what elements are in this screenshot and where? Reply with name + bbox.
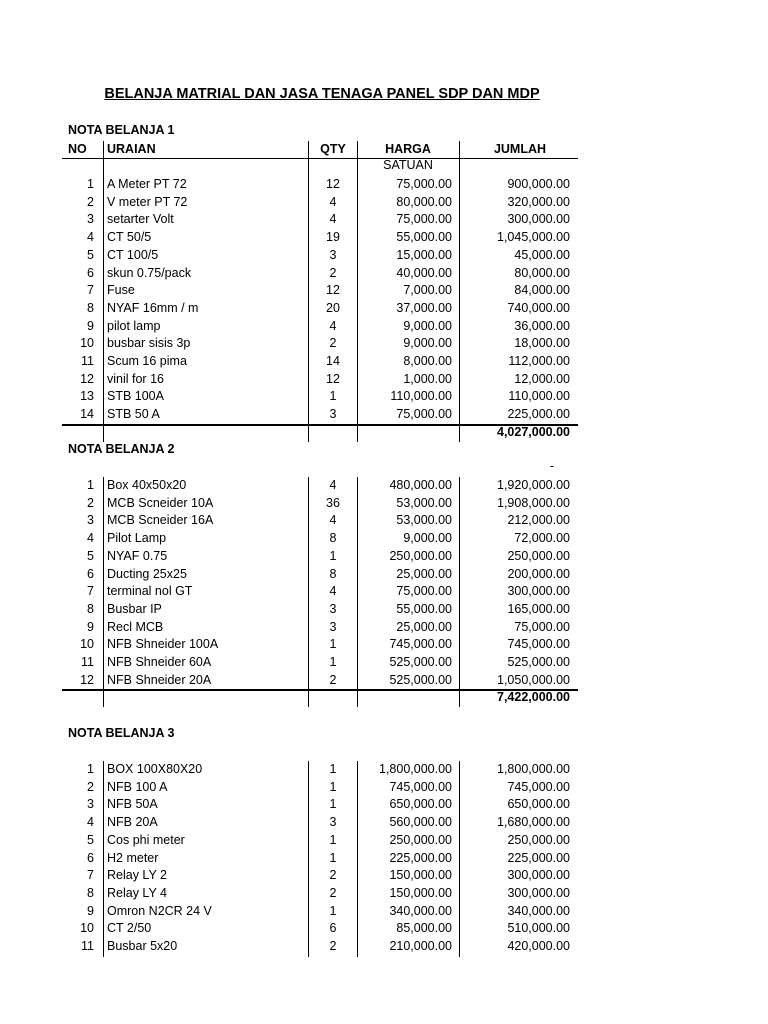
- item-no: 2: [87, 194, 94, 209]
- item-jumlah: 300,000.00: [507, 868, 570, 883]
- table-row: [0, 761, 768, 779]
- table-row: [0, 229, 768, 247]
- item-harga: 40,000.00: [396, 265, 452, 280]
- item-qty: 2: [329, 885, 337, 900]
- item-no: 3: [87, 212, 94, 227]
- item-uraian: Relay LY 2: [107, 868, 167, 883]
- item-qty: 12: [326, 371, 340, 386]
- item-no: 6: [87, 850, 94, 865]
- table-row: [0, 530, 768, 548]
- table-row: [0, 566, 768, 584]
- table-row: [0, 903, 768, 921]
- table-row: [0, 247, 768, 265]
- item-harga: 55,000.00: [396, 230, 452, 245]
- item-harga: 210,000.00: [389, 939, 452, 953]
- item-no: 11: [81, 939, 94, 953]
- item-jumlah: 225,000.00: [507, 850, 570, 865]
- item-qty: 14: [326, 354, 340, 368]
- item-jumlah: 1,920,000.00: [497, 478, 570, 492]
- item-uraian: MCB Scneider 16A: [107, 513, 214, 528]
- header-jumlah: JUMLAH: [493, 142, 547, 156]
- item-no: 1: [87, 177, 94, 191]
- item-harga: 75,000.00: [396, 177, 452, 191]
- item-uraian: vinil for 16: [107, 371, 164, 386]
- item-harga: 15,000.00: [396, 247, 452, 262]
- item-qty: 3: [329, 815, 337, 830]
- item-qty: 1: [329, 797, 337, 812]
- item-uraian: busbar sisis 3p: [107, 336, 191, 351]
- item-uraian: Scum 16 pima: [107, 354, 187, 368]
- header-satuan: SATUAN: [383, 158, 433, 172]
- table-row: [0, 211, 768, 229]
- item-uraian: CT 50/5: [107, 230, 152, 245]
- item-no: 4: [87, 230, 94, 245]
- item-qty: 4: [329, 513, 337, 528]
- item-jumlah: 45,000.00: [514, 247, 570, 262]
- item-uraian: Busbar IP: [107, 601, 162, 616]
- item-qty: 8: [329, 566, 337, 581]
- item-qty: 8: [329, 531, 337, 546]
- item-uraian: CT 2/50: [107, 921, 152, 936]
- table-row: [0, 601, 768, 619]
- table-row: [0, 636, 768, 654]
- item-jumlah: 650,000.00: [507, 797, 570, 812]
- item-qty: 2: [329, 336, 337, 351]
- header-underline: [62, 158, 578, 159]
- item-no: 2: [87, 779, 94, 794]
- item-harga: 650,000.00: [389, 797, 452, 812]
- table-row: [0, 796, 768, 814]
- item-jumlah: 72,000.00: [514, 531, 570, 546]
- item-jumlah: 420,000.00: [507, 939, 570, 953]
- table-row: [0, 619, 768, 637]
- item-jumlah: 84,000.00: [514, 283, 570, 298]
- table-row: [0, 654, 768, 672]
- item-uraian: NFB 100 A: [107, 779, 168, 794]
- item-no: 8: [87, 601, 94, 616]
- item-qty: 1: [329, 548, 337, 563]
- item-harga: 110,000.00: [390, 389, 452, 404]
- item-harga: 55,000.00: [396, 601, 452, 616]
- item-harga: 37,000.00: [396, 300, 452, 315]
- item-qty: 2: [329, 672, 337, 687]
- item-jumlah: 300,000.00: [507, 212, 570, 227]
- item-harga: 25,000.00: [396, 566, 452, 581]
- item-uraian: A Meter PT 72: [107, 177, 187, 191]
- document-title: BELANJA MATRIAL DAN JASA TENAGA PANEL SDP DAN MDP: [104, 86, 540, 102]
- item-no: 8: [87, 885, 94, 900]
- item-no: 7: [87, 283, 94, 298]
- item-uraian: STB 50 A: [107, 407, 160, 422]
- item-no: 13: [80, 389, 94, 404]
- item-no: 3: [87, 513, 94, 528]
- table-row: [0, 938, 768, 956]
- table-row: [0, 318, 768, 336]
- nota-2-dash: -: [549, 459, 554, 473]
- table-row: [0, 477, 768, 495]
- item-uraian: NYAF 16mm / m: [107, 300, 199, 315]
- item-uraian: NYAF 0.75: [107, 548, 168, 563]
- item-harga: 150,000.00: [389, 868, 452, 883]
- item-jumlah: 1,800,000.00: [497, 762, 570, 776]
- item-qty: 4: [329, 212, 337, 227]
- item-uraian: Recl MCB: [107, 619, 164, 634]
- item-no: 1: [87, 762, 94, 776]
- table-row: [0, 388, 768, 406]
- item-jumlah: 165,000.00: [507, 601, 570, 616]
- table-row: [0, 371, 768, 389]
- item-jumlah: 200,000.00: [507, 566, 570, 581]
- item-harga: 53,000.00: [396, 513, 452, 528]
- table-row: [0, 850, 768, 868]
- item-jumlah: 12,000.00: [514, 371, 570, 386]
- item-harga: 7,000.00: [403, 283, 452, 298]
- table-row: [0, 672, 768, 690]
- item-jumlah: 740,000.00: [507, 300, 570, 315]
- table-row: [0, 335, 768, 353]
- item-jumlah: 1,908,000.00: [497, 495, 570, 510]
- item-jumlah: 80,000.00: [514, 265, 570, 280]
- item-jumlah: 250,000.00: [507, 548, 570, 563]
- item-qty: 36: [326, 495, 340, 510]
- item-harga: 560,000.00: [389, 815, 452, 830]
- item-no: 12: [80, 371, 94, 386]
- item-harga: 9,000.00: [403, 531, 452, 546]
- table-row: [0, 779, 768, 797]
- item-harga: 1,000.00: [403, 371, 452, 386]
- table-header: [0, 141, 768, 159]
- table-row: [0, 495, 768, 513]
- item-qty: 1: [329, 832, 337, 847]
- item-harga: 8,000.00: [403, 354, 452, 368]
- item-qty: 3: [329, 247, 337, 262]
- header-uraian: URAIAN: [107, 142, 156, 156]
- item-qty: 6: [329, 921, 337, 936]
- table-row: [0, 406, 768, 424]
- item-no: 11: [81, 354, 94, 368]
- item-qty: 1: [329, 762, 337, 776]
- item-no: 5: [87, 832, 94, 847]
- table-row: [0, 920, 768, 938]
- header-no: NO: [68, 142, 87, 156]
- table-row: [0, 832, 768, 850]
- item-no: 4: [87, 531, 94, 546]
- table-row: [0, 176, 768, 194]
- item-uraian: NFB Shneider 100A: [107, 637, 219, 652]
- item-qty: 12: [326, 177, 340, 191]
- item-no: 6: [87, 265, 94, 280]
- item-harga: 225,000.00: [389, 850, 452, 865]
- item-no: 11: [81, 655, 94, 669]
- table-row: [0, 583, 768, 601]
- item-uraian: Pilot Lamp: [107, 531, 167, 546]
- item-no: 10: [80, 921, 94, 936]
- item-harga: 525,000.00: [389, 672, 452, 687]
- item-jumlah: 110,000.00: [508, 389, 570, 404]
- item-qty: 3: [329, 407, 337, 422]
- item-harga: 250,000.00: [389, 832, 452, 847]
- item-jumlah: 510,000.00: [507, 921, 570, 936]
- item-uraian: Fuse: [107, 283, 135, 298]
- item-uraian: H2 meter: [107, 850, 159, 865]
- item-uraian: terminal nol GT: [107, 584, 193, 599]
- table-row: [0, 194, 768, 212]
- item-harga: 9,000.00: [403, 318, 452, 333]
- table-row: [0, 512, 768, 530]
- item-no: 4: [87, 815, 94, 830]
- item-uraian: Relay LY 4: [107, 885, 167, 900]
- item-qty: 4: [329, 478, 337, 492]
- item-no: 5: [87, 548, 94, 563]
- item-uraian: Busbar 5x20: [107, 939, 178, 953]
- item-jumlah: 320,000.00: [507, 194, 570, 209]
- item-uraian: NFB Shneider 20A: [107, 672, 212, 687]
- table-row: [0, 867, 768, 885]
- item-qty: 2: [329, 939, 337, 953]
- item-uraian: CT 100/5: [107, 247, 159, 262]
- item-jumlah: 300,000.00: [507, 885, 570, 900]
- item-uraian: skun 0.75/pack: [107, 265, 192, 280]
- item-no: 10: [80, 637, 94, 652]
- item-qty: 1: [329, 655, 337, 669]
- item-jumlah: 212,000.00: [507, 513, 570, 528]
- table-row: [0, 282, 768, 300]
- item-no: 1: [87, 478, 94, 492]
- item-uraian: pilot lamp: [107, 318, 161, 333]
- item-jumlah: 525,000.00: [507, 655, 570, 669]
- item-uraian: V meter PT 72: [107, 194, 188, 209]
- item-jumlah: 900,000.00: [507, 177, 570, 191]
- item-no: 9: [87, 619, 94, 634]
- header-harga: HARGA: [385, 142, 431, 156]
- item-no: 9: [87, 318, 94, 333]
- table-row: [0, 548, 768, 566]
- item-uraian: NFB 20A: [107, 815, 158, 830]
- item-uraian: STB 100A: [107, 389, 164, 404]
- item-qty: 1: [329, 779, 337, 794]
- item-harga: 25,000.00: [396, 619, 452, 634]
- item-jumlah: 1,680,000.00: [497, 815, 570, 830]
- table-row: [0, 300, 768, 318]
- nota-3-title: NOTA BELANJA 3: [68, 726, 175, 740]
- nota-1-title: NOTA BELANJA 1: [68, 123, 175, 137]
- item-jumlah: 1,045,000.00: [497, 230, 570, 245]
- item-uraian: NFB 50A: [107, 797, 158, 812]
- item-qty: 4: [329, 194, 337, 209]
- item-no: 14: [80, 407, 94, 422]
- table-row: [0, 353, 768, 371]
- item-qty: 2: [329, 265, 337, 280]
- item-harga: 75,000.00: [396, 407, 452, 422]
- item-qty: 3: [329, 619, 337, 634]
- item-qty: 1: [329, 850, 337, 865]
- nota-2-total: 7,422,000.00: [497, 690, 570, 704]
- item-uraian: MCB Scneider 10A: [107, 495, 214, 510]
- table-row: [0, 814, 768, 832]
- header-qty: QTY: [320, 142, 346, 156]
- item-harga: 85,000.00: [396, 921, 452, 936]
- item-harga: 75,000.00: [396, 212, 452, 227]
- item-jumlah: 18,000.00: [514, 336, 570, 351]
- item-qty: 12: [326, 283, 340, 298]
- item-no: 9: [87, 903, 94, 918]
- item-qty: 4: [329, 584, 337, 599]
- item-no: 7: [87, 868, 94, 883]
- nota-1-total: 4,027,000.00: [497, 425, 570, 439]
- item-jumlah: 300,000.00: [507, 584, 570, 599]
- item-harga: 745,000.00: [389, 637, 452, 652]
- item-harga: 75,000.00: [396, 584, 452, 599]
- item-uraian: NFB Shneider 60A: [107, 655, 212, 669]
- item-no: 10: [80, 336, 94, 351]
- item-jumlah: 112,000.00: [508, 354, 570, 368]
- item-qty: 20: [326, 300, 340, 315]
- item-no: 8: [87, 300, 94, 315]
- item-qty: 4: [329, 318, 337, 333]
- item-uraian: Ducting 25x25: [107, 566, 187, 581]
- item-harga: 150,000.00: [389, 885, 452, 900]
- item-harga: 80,000.00: [396, 194, 452, 209]
- item-uraian: Box 40x50x20: [107, 478, 187, 492]
- item-harga: 525,000.00: [389, 655, 452, 669]
- item-jumlah: 250,000.00: [507, 832, 570, 847]
- item-harga: 340,000.00: [389, 903, 452, 918]
- item-qty: 3: [329, 601, 337, 616]
- item-harga: 250,000.00: [389, 548, 452, 563]
- item-harga: 480,000.00: [389, 478, 452, 492]
- item-jumlah: 225,000.00: [507, 407, 570, 422]
- item-uraian: Cos phi meter: [107, 832, 185, 847]
- item-jumlah: 1,050,000.00: [497, 672, 570, 687]
- item-jumlah: 36,000.00: [514, 318, 570, 333]
- item-qty: 1: [329, 903, 337, 918]
- item-no: 7: [87, 584, 94, 599]
- table-row: [0, 885, 768, 903]
- item-no: 6: [87, 566, 94, 581]
- item-harga: 745,000.00: [389, 779, 452, 794]
- item-harga: 9,000.00: [403, 336, 452, 351]
- item-jumlah: 745,000.00: [507, 637, 570, 652]
- item-no: 5: [87, 247, 94, 262]
- item-uraian: BOX 100X80X20: [107, 762, 203, 776]
- item-qty: 1: [329, 389, 337, 404]
- item-uraian: setarter Volt: [107, 212, 174, 227]
- item-qty: 1: [329, 637, 337, 652]
- item-no: 12: [80, 672, 94, 687]
- item-harga: 53,000.00: [396, 495, 452, 510]
- item-no: 3: [87, 797, 94, 812]
- nota-2-title: NOTA BELANJA 2: [68, 442, 175, 456]
- item-jumlah: 745,000.00: [507, 779, 570, 794]
- item-jumlah: 75,000.00: [514, 619, 570, 634]
- item-harga: 1,800,000.00: [379, 762, 452, 776]
- item-no: 2: [87, 495, 94, 510]
- item-qty: 19: [326, 230, 340, 245]
- item-uraian: Omron N2CR 24 V: [107, 903, 212, 918]
- item-jumlah: 340,000.00: [507, 903, 570, 918]
- item-qty: 2: [329, 868, 337, 883]
- table-row: [0, 265, 768, 283]
